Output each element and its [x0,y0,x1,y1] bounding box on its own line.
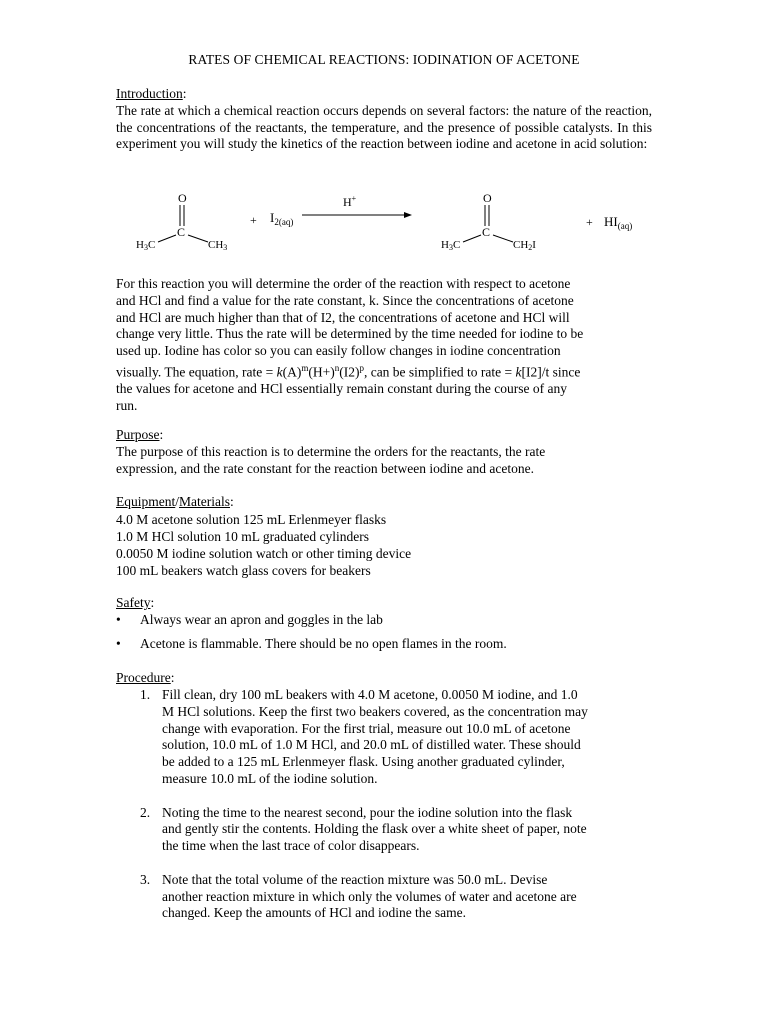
purpose-heading: Purpose [116,427,160,442]
procedure-step [116,687,656,788]
product-iodomethyl: CH2I [513,239,536,252]
procedure-step [116,805,656,855]
safety-heading: Safety [116,595,151,610]
procedure-list [116,687,656,939]
reaction-equation [116,186,656,266]
product-methyl-left: H3C [441,239,461,252]
equipment-heading: Equipment [116,494,176,509]
equipment-item: 100 mL beakers watch glass covers for beakers [116,562,371,578]
safety-heading-row: Safety: [116,595,155,610]
procedure-step [116,872,656,922]
introduction-section: Introduction: The rate at which a chemical reaction occurs depends on several factors: the nature of the reaction, the concentrations of the reactants, the temperature, and the presence of possible catalysts. In this experiment you will study the kinetics of the reaction between iodine and acetone in acid solution: [116,86,652,152]
safety-list [116,612,656,660]
procedure-heading-row: Procedure: [116,670,175,685]
procedure-heading: Procedure [116,670,171,685]
paragraph-line: change very little. Thus the rate will be determined by the time needed for iodine to be [116,326,584,342]
paragraph-line: and HCl are much higher than that of I2, the concentrations of acetone and HCl will [116,309,570,325]
paragraph-line: For this reaction you will determine the order of the reaction with respect to acetone [116,276,571,291]
iodine-reagent: $I_{2(aq)}$ [270,210,294,227]
plus-sign-2: + [586,215,593,229]
bullet-icon: • [116,612,121,627]
purpose-line: The purpose of this reaction is to determine the orders for the reactants, the rate [116,443,546,459]
paragraph-line: the values for acetone and HCl essentially remain constant during the course of any [116,381,567,397]
product-oxygen: O [483,191,492,205]
list-item: • Acetone is flammable. There should be no open flames in the room. [116,636,507,651]
equipment-section: Equipment/Materials: 4.0 M acetone solution 125 mL Erlenmeyer flasks 1.0 M HCl solution 10 mL graduated cylinders 0.0050 M iodine solution watch or other timing device 100 mL beakers watch glass covers for beakers [116,494,652,579]
introduction-text: The rate at which a chemical reaction occurs depends on several factors: the nature of the reaction, the concentrations of the reactants, the temperature, and the presence of possible catalysts. In this experiment you will study the kinetics of the reaction between iodine and acetone in acid solution: [116,102,652,152]
step-number: 3. [140,871,151,887]
product-carbon: C [482,225,491,239]
reactant-methyl-right: CH3 [208,239,228,252]
rate-equation-line: visually. The equation, rate = $k(A)^m(H+)^n(I2)^p$, can be simplified to rate = k[I2]/t since [116,362,581,380]
plus-sign-1: + [250,213,257,227]
step-number: 2. [140,804,151,820]
document-title: RATES OF CHEMICAL REACTIONS: IODINATION OF ACETONE [188,52,580,67]
reactant-carbon: C [177,225,186,239]
purpose-line: expression, and the rate constant for the reaction between iodine and acetone. [116,460,534,476]
rate-explanation-paragraph [116,276,652,415]
step-text: Fill clean, dry 100 mL beakers with 4.0 M acetone, 0.0050 M iodine, and 1.0 M HCl solutions. Keep the first two beakers covered, as the concentration may change with evaporation. For the first trial, measure out 10.0 mL of acetone solution, 10.0 mL of 1.0 M HCl, and 20.0 mL of distilled water. These should be added to a 125 mL Erlenmeyer flask. Using another graduated cylinder, measure 10.0 mL of the iodine solution. [162,687,588,786]
equipment-item: 4.0 M acetone solution 125 mL Erlenmeyer flasks [116,511,387,527]
step-number: 1. [140,687,151,702]
bullet-icon: • [116,636,121,651]
step-text: Note that the total volume of the reaction mixture was 50.0 mL. Devise another reaction mixture in which only the volumes of water and acetone are changed. Keep the amounts of HCl and iodine the same. [162,871,577,921]
step-text: Noting the time to the nearest second, pour the iodine solution into the flask and gently stir the contents. Holding the flask over a white sheet of paper, note the time when the last trace of color disappears. [162,804,587,854]
equipment-item: 0.0050 M iodine solution watch or other timing device [116,545,412,561]
purpose-section: Purpose: The purpose of this reaction is to determine the orders for the reactants, the rate expression, and the rate constant for the reaction between iodine and acetone. [116,427,652,477]
hydrogen-iodide: $HI_{(aq)}$ [604,214,633,231]
acid-catalyst: H+ [343,194,357,209]
list-item: • Always wear an apron and goggles in the lab [116,612,383,627]
paragraph-line: used up. Iodine has color so you can easily follow changes in iodine concentration [116,343,561,359]
reactant-methyl-left: H3C [136,239,156,252]
equipment-item: 1.0 M HCl solution 10 mL graduated cylinders [116,528,369,544]
reactant-oxygen: O [178,191,187,205]
paragraph-line: run. [116,398,138,414]
paragraph-line: and HCl and find a value for the rate constant, k. Since the concentrations of acetone [116,292,574,308]
materials-heading: Materials [179,494,230,509]
introduction-heading: Introduction [116,86,183,101]
